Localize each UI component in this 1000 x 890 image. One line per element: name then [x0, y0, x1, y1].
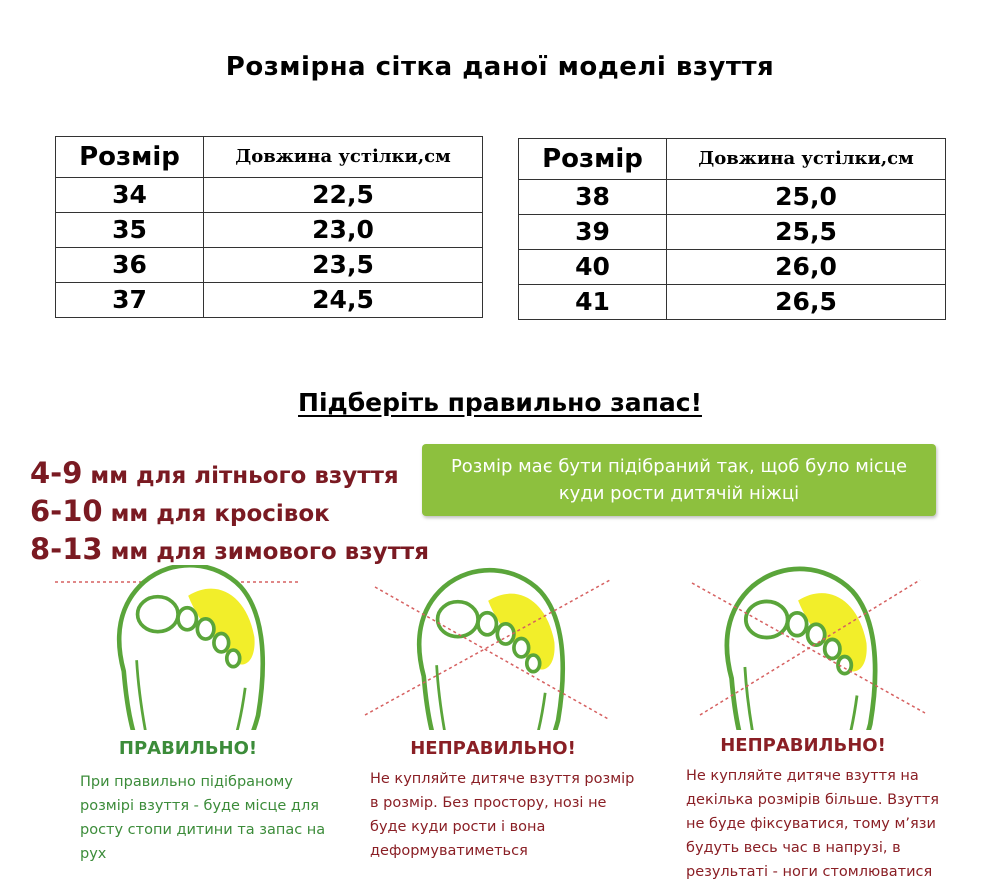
size-table-left	[55, 136, 483, 318]
margin-range: 8-13	[30, 532, 103, 566]
margin-text: мм для літнього взуття	[90, 463, 399, 489]
length-cell: 22,5	[204, 178, 483, 213]
length-cell: 26,0	[667, 250, 946, 285]
margin-summer	[30, 456, 399, 490]
length-cell: 25,0	[667, 180, 946, 215]
desc-wrong-small: Не купляйте дитяче взуття розмір в розмір. Без простору, нозі не буде куди рости і вона деформуватиметься	[370, 771, 635, 859]
size-cell: 36	[56, 248, 204, 283]
margin-winter	[30, 532, 429, 566]
table-header-row	[519, 139, 946, 180]
table-header-size: Розмір	[56, 137, 204, 178]
table-header-length: Довжина устілки,см	[204, 137, 483, 178]
page-title: Розмірна сітка даної моделі взуття	[225, 52, 775, 82]
length-cell: 24,5	[204, 283, 483, 318]
tip-text: Розмір має бути підібраний так, щоб було місце куди рости дитячій ніжці	[450, 456, 908, 504]
size-table-right	[518, 138, 946, 320]
length-cell: 23,5	[204, 248, 483, 283]
label-wrong-big: НЕПРАВИЛЬНО!	[720, 735, 886, 756]
margin-range: 6-10	[30, 494, 103, 528]
margin-text: мм для зимового взуття	[110, 539, 429, 565]
table-row	[519, 180, 946, 215]
section-subtitle: Підберіть правильно запас!	[298, 388, 702, 417]
size-cell: 34	[56, 178, 204, 213]
size-cell: 41	[519, 285, 667, 320]
size-cell: 39	[519, 215, 667, 250]
foot-illustrations	[0, 565, 1000, 730]
margin-text: мм для кросівок	[110, 501, 330, 527]
length-cell: 26,5	[667, 285, 946, 320]
margin-range: 4-9	[30, 456, 83, 490]
table-row	[56, 178, 483, 213]
table-header-size: Розмір	[519, 139, 667, 180]
table-row	[56, 283, 483, 318]
label-wrong-small: НЕПРАВИЛЬНО!	[410, 738, 576, 759]
size-cell: 37	[56, 283, 204, 318]
size-cell: 35	[56, 213, 204, 248]
foot-correct-icon	[119, 565, 263, 730]
label-correct: ПРАВИЛЬНО!	[118, 738, 258, 759]
size-cell: 38	[519, 180, 667, 215]
table-header-length: Довжина устілки,см	[667, 139, 946, 180]
margin-sneakers	[30, 494, 330, 528]
length-cell: 23,0	[204, 213, 483, 248]
table-row	[519, 250, 946, 285]
table-row	[56, 248, 483, 283]
table-row	[519, 285, 946, 320]
foot-too-big-icon	[727, 569, 875, 730]
table-header-row	[56, 137, 483, 178]
tip-banner	[422, 444, 936, 516]
desc-correct: При правильно підібраному розмірі взуття - буде місце для росту стопи дитини та запас на рух	[80, 774, 326, 862]
size-cell: 40	[519, 250, 667, 285]
length-cell: 25,5	[667, 215, 946, 250]
table-row	[519, 215, 946, 250]
foot-too-small-icon	[419, 570, 563, 730]
desc-wrong-big: Не купляйте дитяче взуття на декілька розмірів більше. Взуття не буде фіксуватися, тому м’язи будуть весь час в напрузі, в результаті - ноги стомлюватися	[686, 768, 939, 880]
table-row	[56, 213, 483, 248]
